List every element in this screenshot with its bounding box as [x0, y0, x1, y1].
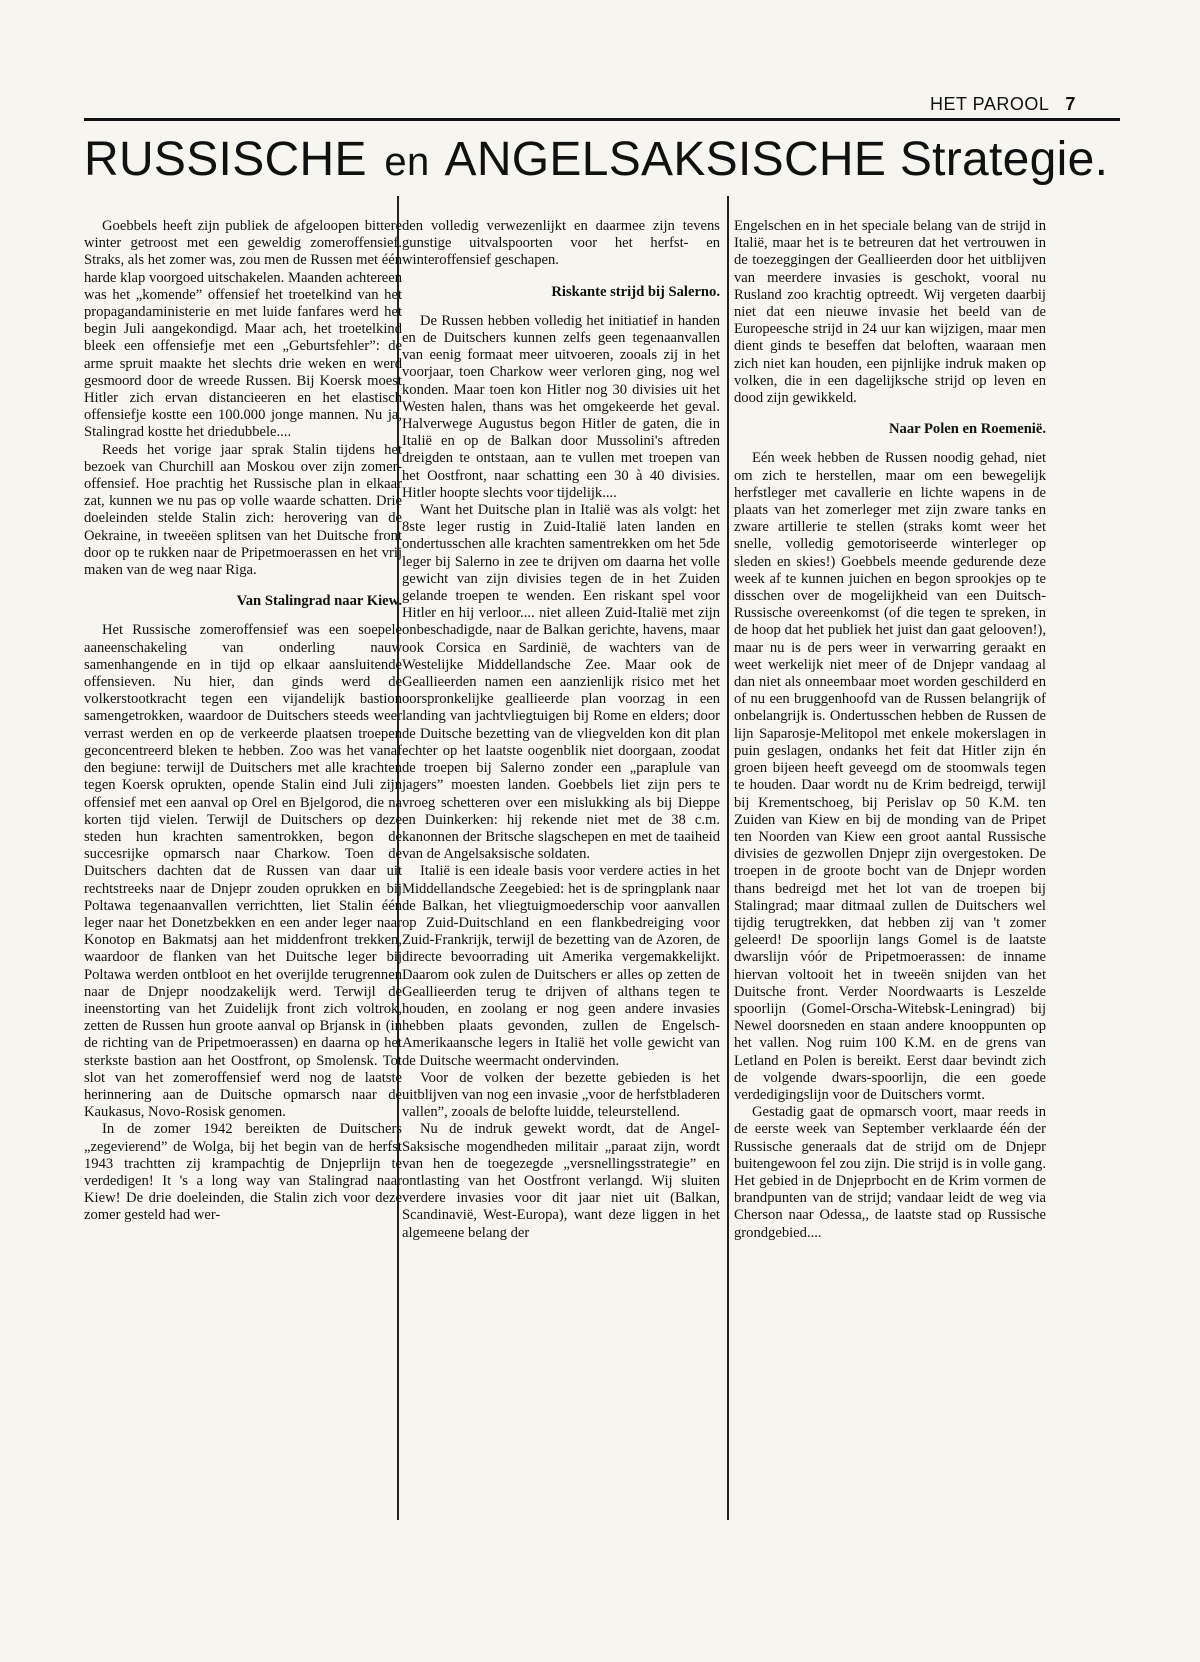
paragraph: den volledig verwezenlijkt en daarmee zijn tevens gunstige uitvalspoorten voor het herfst- en winteroffensief geschapen. [402, 218, 720, 269]
paragraph: De Russen hebben volledig het initiatief in handen en de Duitschers kunnen zelfs geen tegenaanvallen van eenig formaat meer uitvoeren, zooals zij in het voorjaar, toen Charkow weer verloren ging, nog wel konden. Maar toen kon Hitler nog 30 divisies uit het Westen halen, thans was het omgekeerde het geval. Halverwege Augustus begon Hitler de gaten, die in Italië en op de Balkan door Mussolini's aftreden dreigden te ontstaan, aan te vullen met troepen van het Oostfront, naar schatting een 30 à 40 divisies. Hitler hoopte slechts voor tijdelijk.... [402, 312, 720, 501]
paragraph: Reeds het vorige jaar sprak Stalin tijdens het bezoek van Churchill aan Moskou over zijn zomer-offensief. Hoe prachtig het Russische plan in elkaar zat, kunnen we nu pas op volle waarde schatten. Drie doeleinden stelde Stalin zich: heroveriŋg van de Oekraine, in tweeëen splitsen van het Duitsche front door op te rukken naar de Pripetmoerassen en het vrij maken van de weg naar Riga. [84, 441, 402, 579]
paragraph: Nu de indruk gewekt wordt, dat de Angel-Saksische mogendheden militair „paraat zijn, wordt van hen de toegezegde „versnellingsstrategie” en ontlasting van het Oostfront verlangd. Wij sluiten verdere invasies voor dit jaar niet uit (Balkan, Scandinavië, West-Europa), want deze liggen in het algemeene belang der [402, 1121, 720, 1241]
subheading: Naar Polen en Roemenië. [889, 421, 1046, 438]
column-1 [84, 218, 402, 1225]
header-rule [84, 118, 1120, 121]
title-part-2: ANGELSAKSISCHE Strategie. [444, 133, 1109, 186]
paragraph: Italië is een ideale basis voor verdere acties in het Middellandsche Zeegebied: het is de springplank naar de Balkan, het vliegtuigmoederschip voor aanvallen op Zuid-Duitschland en een flankbedreiging voor Zuid-Frankrijk, terwijl de bezetting van de Azoren, de directe bevoorrading uit Amerika vergemakkelijkt. Daarom ook zulen de Duitschers er alles op zetten de Geallieerden terug te drijven of althans tegen te houden, en zoolang er nog geen andere invasies hebben plaats gevonden, zullen de Engelsch-Amerikaansche legers in Italië het volle gewicht van de Duitsche weermacht ondervinden. [402, 863, 720, 1069]
column-rule-2 [727, 196, 729, 1520]
paragraph: In de zomer 1942 bereikten de Duitschers „zegevierend” de Wolga, bij het begin van de herfst 1943 trachtten zij krampachtig de Dnjeprlijn te verdedigen! It 's a long way van Stalingrad naar Kiew! De drie doeleinden, die Stalin zich voor deze zomer gesteld had wer- [84, 1121, 402, 1224]
paragraph: Eén week hebben de Russen noodig gehad, niet om zich te herstellen, maar om een bewegelijk herfstleger met cavallerie en lichte wapens in de plaats van het zomerleger met zijn zware tanks en zware artillerie te stellen (straks komt weer het snelle, volledig gemotoriseerde winterleger op sleden en skies!) Goebbels meende gedurende deze week af te kunnen juichen en begon sprookjes op te disschen over de mogelijkheid van een Duitsch-Russische overeenkomst (of die tegen te spreken, in de hoop dat het publiek het juist dan gaat gelooven!), maar nu is de pers weer in verwarring geraakt en weet werkelijk niet meer of de Dnjepr vandaag al dan niet als onneembaar moet worden geschilderd en of nu een bruggenhoofd van de Russen belangrijk of onbelangrijk is. Ondertusschen hebben de Russen de lijn Saparosje-Melitopol met enkele mokerslagen in puin geslagen, ondanks het feit dat Hitler zijn én groen bijeen heeft geveegd om de stoomwals tegen te houden. Daar wordt nu de Krim bedreigd, terwijl bij Krementschoeg, bij Perislav op 50 K.M. ten Zuiden van Kiew en bij de monding van de Pripet ten Noorden van Kiew een groot aantal Russische divisies de gezwollen Dnjepr zijn overgestoken. De troepen in de groote bocht van de Dnjepr worden thans bedreigd met het lot van de troepen bij Stalingrad; maar ditmaal zullen de Duitschers wel tijdig terugtrekken, dat hebben zij van 't zomer geleerd! De spoorlijn langs Gomel is de laatste dwarslijn vóór de Pripetmoerassen: de inname hiervan voltooit het in tweeën snijden van het Duitsche front. Verder Noordwaarts is Leszelde spoorlijn (Gomel-Orscha-Witebsk-Leningrad) bij Newel doorsneden en staan andere knooppunten op het vallen. Nog ruim 100 K.M. en de grens van Letland en Polen is bereikt. Eerst daar bevindt zich de volgende dwars-spoorlijn, die een goede verdedigingslijn voor de Duitschers vormt. [734, 450, 1046, 1103]
paragraph: Voor de volken der bezette gebieden is het uitblijven van nog een invasie „voor de herfstbladeren vallen”, zooals de belofte luidde, teleurstellend. [402, 1069, 720, 1121]
paragraph: Gestadig gaat de opmarsch voort, maar reeds in de eerste week van September verklaarde één der Russische generaals dat de strijd om de Dnjepr buitengewoon fel zou zijn. Die strijd is in volle gang. Het gebied in de Dnjeprbocht en de Krim vormen de brandpunten van de strijd; vandaar leidt de weg via Cherson naar Odessa,, de laatste stad op Russische grondgebied.... [734, 1104, 1046, 1241]
title-conjunction: en [384, 140, 430, 184]
column-3 [734, 218, 1046, 1242]
paragraph: Het Russische zomeroffensief was een soepele aaneenschakeling van onderling nauw samenhangende en in tijd op elkaar aansluitende offensieven. Nu hier, dan ginds werd de volkerstootkracht tegen een vijandelijk bastion samengetrokken, waardoor de Duitschers steeds weer verrast werden en op de verkeerde plaatsen troepen geconcentreerd bleken te hebben. Zoo was het vanaf den begiune: terwijl de Duitschers met alle krachten tegen Koersk oprukten, opende Stalin eind Juli zijn offensief met een aanval op Orel en Bjelgorod, die na korten tijd vielen. Terwijl de Duitschers op deze steden hun krachten samentrokken, begon de succesrijke opmarsch naar Charkow. Toen de Duitschers dachten dat de Russen van daar uit rechtstreeks naar de Dnjepr zouden oprukken en bij Poltawa tegenaanvallen verrichtten, liet Stalin één leger naar het Donetzbekken en een ander leger naar Konotop en Bakmatsj aan het middenfront trekken, waardoor de flanken van het Duitsche leger bij Poltawa werden ontbloot en het overijlde terugrennen naar de Dnjepr noodzakelijk werd. Terwijl de ineenstorting van het Zuidelijk front zich voltrok, zetten de Russen hun groote aanval op Brjansk in (in de richting van de Pripetmoerassen) en daarna op het sterkste bastion aan het Oostfront, op Smolensk. Tot slot van het zomeroffensief werd nog de laatste herinnering aan de Duitsche opmarsch naar de Kaukasus, Novo-Rosisk genomen. [84, 622, 402, 1121]
running-head [930, 94, 1076, 115]
title-part-1: RUSSISCHE [84, 133, 367, 186]
page-number: 7 [1065, 94, 1076, 114]
column-2 [402, 218, 720, 1242]
paragraph: Goebbels heeft zijn publiek de afgeloopen bittere winter getroost met een geweldig zomeroffensief. Straks, als het zomer was, zou men de Russen met één harde klap voorgoed uitschakelen. Maanden achtereen was het „komende” offensief het troetelkind van het propagandaministerie en met luide fanfares werd het begin Juli aangekondigd. Maar ach, het troetelkind bleek een offensiefje met een „Geburtsfehler”: de arme spruit maakte het slechts drie weken en werd gesmoord door de wreede Russen. Bij Koersk moest Hitler zich ervan distancieeren en het elastisch offensiefje kostte een 100.000 jonge mannen. Nu ja, Stalingrad kostte het driedubbele.... [84, 218, 402, 441]
subheading: Van Stalingrad naar Kiew. [236, 593, 402, 610]
paragraph: Want het Duitsche plan in Italië was als volgt: het 8ste leger rustig in Zuid-Italië laten landen en ondertusschen alle krachten samentrekken om het 5de leger bij Salerno in zee te drijven om daarna het volle gewicht van zijn divisies tegen de in het Zuiden gelande troepen te wenden. Een riskant spel voor Hitler en hij verloor.... niet alleen Zuid-Italië met zijn onbeschadigde, naar de Balkan gerichte, havens, maar ook Corsica en Sardinië, de wachters van de Westelijke Middellandsche Zee. Maar ook de Geallieerden namen een aanzienlijk risico met het oorspronkelijke geallieerde plan voorzag in een landing van jachtvliegtuigen bij Rome en elders; door de Duitsche bezetting van de vliegvelden kon dit plan echter op het laatste oogenblik niet doorgaan, zoodat de troepen bij Salerno zonder een „paraplule van jagers” moesten landen. Goebbels liet zijn pers te vroeg schetteren over een mislukking als bij Dieppe en Duinkerken: hij rekende niet met de 38 c.m. kanonnen der Britsche slagschepen en met de taaiheid van de Angelsaksische soldaten. [402, 502, 720, 863]
paragraph: Engelschen en in het speciale belang van de strijd in Italië, maar het is te betreuren dat het vertrouwen in de toezeggingen der Geallieerden door het uitblijven van meerdere invasies is geschokt, vooral nu Rusland zoo krachtig optreedt. Wij vergeten daarbij niet dat een nieuwe invasie het beeld van de Europeesche strijd in 24 uur kan wijzigen, maar men dient ginds te beseffen dat beloften, waaraan men zich niet kan houden, een pijnlijke indruk maken op volken, die in een dagelijksche strijd op leven en dood zijn gewikkeld. [734, 218, 1046, 407]
subheading: Riskante strijd bij Salerno. [551, 283, 720, 300]
paper-name: HET PAROOL [930, 94, 1050, 114]
article-title [84, 133, 1120, 186]
